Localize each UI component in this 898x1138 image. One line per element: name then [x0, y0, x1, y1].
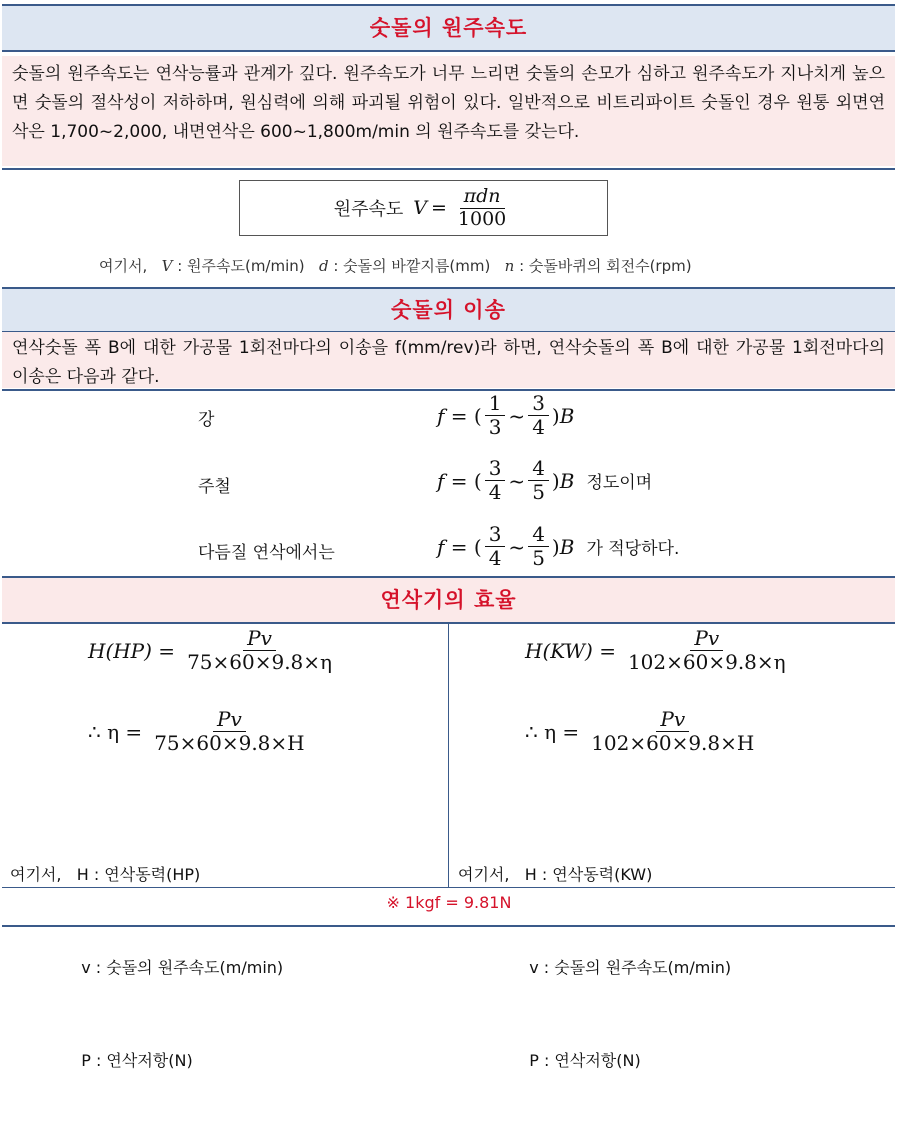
- fraction-denominator: 4: [488, 546, 502, 570]
- hp-denominator: 75×60×9.8×η: [187, 650, 333, 674]
- feed-row-formula: f = ( $\frac{1}{3}$ ~ $\frac{3}{4}$ ) B: [437, 391, 575, 439]
- speed-description: 숫돌의 원주속도는 연삭능률과 관계가 깊다. 원주속도가 너무 느리면 숫돌의 손모가 심하고 원주속도가 지나치게 높으면 숫돌의 절삭성이 저하하며, 원심력에 의해 파괴될 위험이 있다. 일반적으로 비트리파이트 숫돌인 경우 원통 외면연삭은 1,700~2,000, 내면연삭은 600~1,800m/min 의 원주속도를 갖는다.: [2, 56, 895, 166]
- fraction-numerator: 4: [528, 457, 549, 481]
- kw-formula: [525, 627, 793, 674]
- feed-row-suffix: 가 적당하다.: [586, 539, 680, 559]
- speed-formula: [413, 186, 513, 231]
- fraction-denominator: 5: [532, 480, 545, 504]
- legend-n-symbol: n: [504, 257, 515, 275]
- speed-denominator: 1000: [457, 207, 507, 230]
- where-line: v : 숫돌의 원주속도(m/min): [458, 958, 732, 977]
- feed-row-label: 다듬질 연삭에서는: [198, 543, 335, 563]
- hp-eta-denominator: 75×60×9.8×H: [154, 731, 305, 755]
- column-divider: [448, 623, 449, 887]
- where-line: P : 연삭저항(N): [10, 1051, 193, 1070]
- legend-v-symbol: V: [161, 257, 173, 275]
- hp-numerator: Pv: [243, 627, 276, 651]
- feed-row-suffix: 정도이며: [586, 473, 653, 493]
- fraction-denominator: 4: [532, 415, 545, 439]
- speed-formula-lhs: V: [413, 197, 427, 219]
- legend-prefix: 여기서,: [99, 257, 148, 275]
- hp-where: [10, 797, 283, 1138]
- fraction-denominator: 4: [488, 480, 502, 504]
- fraction-numerator: 4: [528, 523, 549, 547]
- feed-row-formula: f = ( $\frac{3}{4}$ ~ $\frac{4}{5}$ ) B 정도이며: [437, 456, 653, 504]
- hp-formula: [88, 627, 339, 674]
- kw-numerator: Pv: [690, 627, 723, 651]
- feed-description: 연삭숫돌 폭 B에 대한 가공물 1회전마다의 이송을 f(mm/rev)라 하면, 연삭숫돌의 폭 B에 대한 가공물 1회전마다의 이송은 다음과 같다.: [2, 332, 895, 388]
- section-title-speed: [2, 4, 895, 52]
- fraction-numerator: 1: [485, 392, 506, 416]
- speed-fraction: [454, 186, 510, 231]
- feed-row-label: 강: [198, 410, 215, 430]
- feed-row-formula: f = ( $\frac{3}{4}$ ~ $\frac{4}{5}$ ) B 가 적당하다.: [437, 522, 680, 570]
- legend-d-symbol: d: [318, 257, 329, 275]
- where-line: 여기서, H : 연삭동력(HP): [10, 865, 201, 884]
- legend-d-text: : 숫돌의 바깥지름(mm): [333, 257, 491, 275]
- fraction-denominator: 3: [488, 415, 502, 439]
- speed-formula-label: 원주속도: [333, 199, 404, 220]
- kw-eta-denominator: 102×60×9.8×H: [591, 731, 755, 755]
- speed-legend: [99, 255, 692, 276]
- where-line: 여기서, H : 연삭동력(KW): [458, 865, 653, 884]
- section-title-efficiency: [2, 576, 895, 624]
- where-line: P : 연삭저항(N): [458, 1051, 641, 1070]
- divider: [2, 168, 895, 170]
- hp-formula-lhs: H(HP) =: [88, 638, 176, 663]
- kw-eta-lhs: ∴ η =: [525, 719, 580, 744]
- unit-note: ※ 1kgf = 9.81N: [386, 893, 512, 912]
- speed-formula-box: [239, 180, 608, 236]
- kw-where: [458, 797, 731, 1138]
- feed-row-label: 주철: [198, 477, 231, 497]
- fraction-numerator: 3: [528, 392, 549, 416]
- section-title-speed-text: 숫돌의 원주속도: [369, 16, 528, 40]
- hp-eta-lhs: ∴ η =: [88, 719, 143, 744]
- divider: [2, 389, 895, 391]
- fraction-numerator: 3: [485, 523, 506, 547]
- where-line: v : 숫돌의 원주속도(m/min): [10, 958, 284, 977]
- bottom-rule: [2, 925, 895, 927]
- legend-n-text: : 숫돌바퀴의 회전수(rpm): [519, 257, 692, 275]
- kw-formula-lhs: H(KW) =: [525, 638, 616, 663]
- fraction-denominator: 5: [532, 546, 545, 570]
- hp-eta-formula: [88, 708, 312, 755]
- speed-numerator: πdn: [460, 186, 505, 209]
- kw-eta-numerator: Pv: [656, 708, 689, 732]
- section-title-efficiency-text: 연삭기의 효율: [380, 588, 517, 612]
- section-title-feed: [2, 287, 895, 333]
- fraction-numerator: 3: [485, 457, 506, 481]
- section-title-feed-text: 숫돌의 이송: [391, 298, 506, 322]
- legend-v-text: : 원주속도(m/min): [177, 257, 305, 275]
- equals-sign: =: [431, 197, 447, 219]
- kw-eta-formula: [525, 708, 761, 755]
- hp-eta-numerator: Pv: [213, 708, 246, 732]
- kw-denominator: 102×60×9.8×η: [627, 650, 786, 674]
